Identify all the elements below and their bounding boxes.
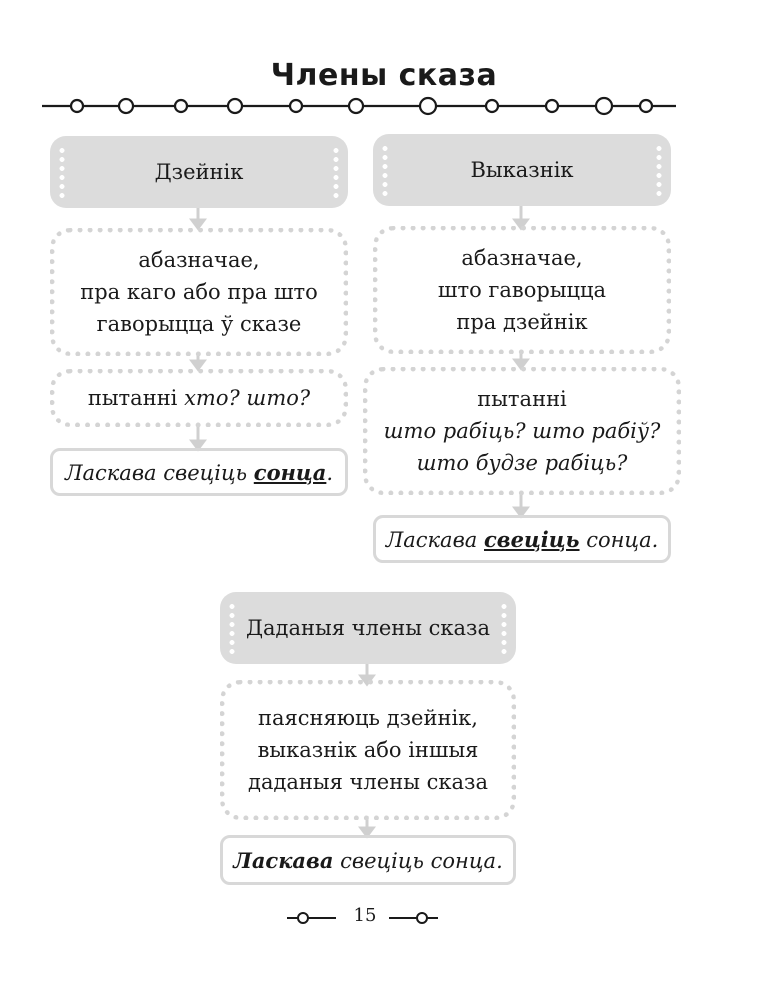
subject-questions <box>88 382 310 414</box>
secondary-definition-line: выказнік або іншыя <box>257 738 479 762</box>
subject-definition-box <box>50 228 348 356</box>
predicate-definition-line: што гаворыцца <box>437 278 607 302</box>
predicate-heading: Выказнік <box>470 158 574 182</box>
secondary-definition-line: даданыя члены сказа <box>248 770 488 794</box>
example-highlight: Ласкава <box>233 847 334 873</box>
secondary-heading: Даданыя члены сказа <box>245 616 491 640</box>
subject-definition-line: гаворыцца ў сказе <box>96 312 302 336</box>
predicate-definition-line: пра дзейнік <box>456 310 588 334</box>
question-words: што рабіць? што рабіў? <box>383 419 661 443</box>
title-bead-line <box>42 98 676 114</box>
predicate-heading-tab <box>373 134 671 206</box>
question-words: што будзе рабіць? <box>416 451 628 475</box>
example-highlight: свеціць <box>484 526 580 552</box>
secondary-definition-line: паясняюць дзейнік, <box>258 706 478 730</box>
page-number: 15 <box>353 905 377 926</box>
subject-heading: Дзейнік <box>154 160 244 184</box>
secondary-heading-tab <box>220 592 516 664</box>
subject-heading-tab <box>50 136 348 208</box>
example-sentence <box>386 527 659 552</box>
predicate-questions-box <box>363 367 681 495</box>
example-text: сонца. <box>579 527 659 552</box>
example-highlight: сонца <box>253 459 327 485</box>
example-sentence <box>65 460 333 485</box>
page-title: Члены сказа <box>270 58 498 93</box>
example-text: . <box>326 460 334 485</box>
subject-questions-box <box>50 369 348 427</box>
example-text: Ласкава <box>385 527 484 552</box>
secondary-example-box <box>220 835 516 885</box>
subject-definition-line: абазначае, <box>138 248 260 272</box>
question-label: пытанні <box>87 386 178 410</box>
subject-example-box <box>50 448 348 496</box>
example-sentence <box>233 848 503 873</box>
question-words: хто? што? <box>184 386 311 410</box>
example-text: свеціць сонца. <box>333 848 503 873</box>
predicate-definition-box <box>373 226 671 354</box>
secondary-definition-box <box>220 680 516 820</box>
predicate-example-box <box>373 515 671 563</box>
question-label: пытанні <box>477 387 567 411</box>
subject-definition-line: пра каго або пра што <box>80 280 318 304</box>
example-text: Ласкава свеціць <box>64 460 254 485</box>
predicate-definition-line: абазначае, <box>461 246 583 270</box>
